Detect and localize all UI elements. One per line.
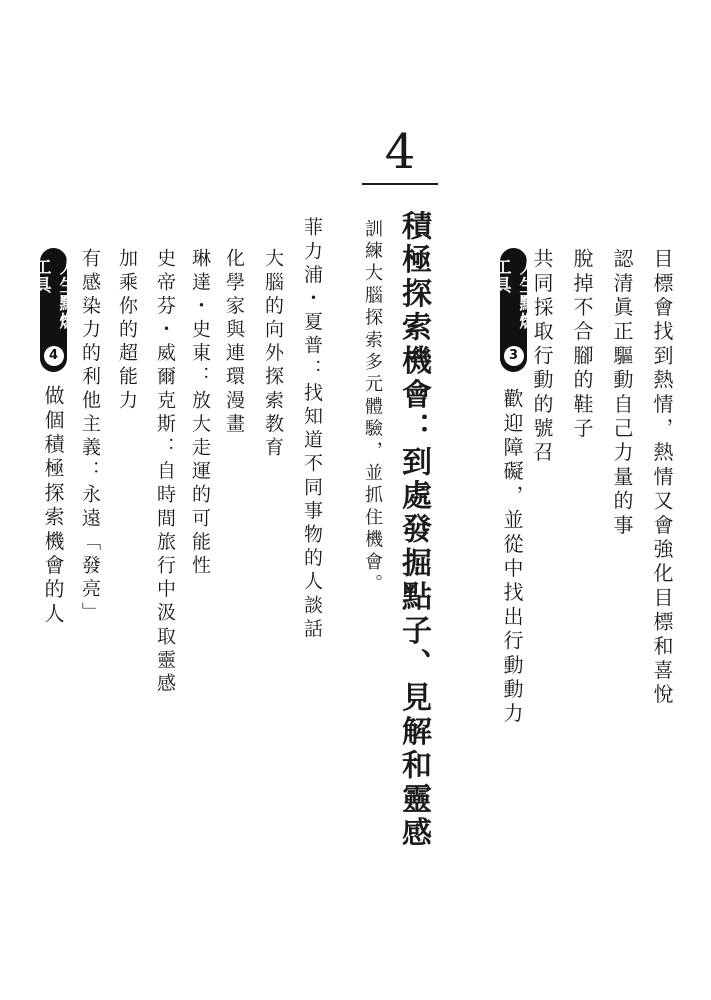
toc-entry[interactable]: 認清眞正驅動自己力量的事 <box>610 248 634 539</box>
tool-badge-label: 人生點燃工具 <box>30 258 76 330</box>
chapter-divider <box>362 183 438 185</box>
tool-badge <box>30 248 76 372</box>
toc-entry[interactable]: 琳達・史東：放大走運的可能性 <box>189 248 211 579</box>
toc-entry[interactable]: 菲力浦・夏普：找知道不同事物的人談話 <box>301 217 323 642</box>
toc-entry[interactable]: 史帝芬・威爾克斯：自時間旅行中汲取靈感 <box>154 248 176 697</box>
toc-entry[interactable]: 有感染力的利他主義：永遠「發亮」 <box>79 248 101 626</box>
toc-entry[interactable]: 加乘你的超能力 <box>116 248 138 414</box>
toc-entry[interactable]: 脫掉不合腳的鞋子 <box>570 248 594 442</box>
toc-entry[interactable]: 目標會找到熱情，熱情又會強化目標和喜悅 <box>650 248 674 708</box>
toc-entry[interactable]: 歡迎障礙，並從中找出行動動力 <box>500 388 524 727</box>
chapter-title: 積極探索機會：到處發掘點子、見解和靈感 <box>396 210 431 851</box>
chapter-number: 4 <box>384 124 416 180</box>
tool-number-icon: 4 <box>44 346 64 366</box>
tool-number-icon: 3 <box>504 346 524 366</box>
toc-entry[interactable]: 做個積極探索機會的人 <box>41 385 65 627</box>
tool-badge <box>490 248 536 372</box>
toc-entry[interactable]: 大腦的向外探索教育 <box>262 248 284 461</box>
tool-badge-label: 人生點燃工具 <box>490 258 536 330</box>
chapter-subtitle: 訓練大腦探索多元體驗，並抓住機會。 <box>362 219 383 597</box>
toc-entry[interactable]: 化學家與連環漫畫 <box>223 248 245 437</box>
toc-entry[interactable]: 共同採取行動的號召 <box>530 248 554 466</box>
